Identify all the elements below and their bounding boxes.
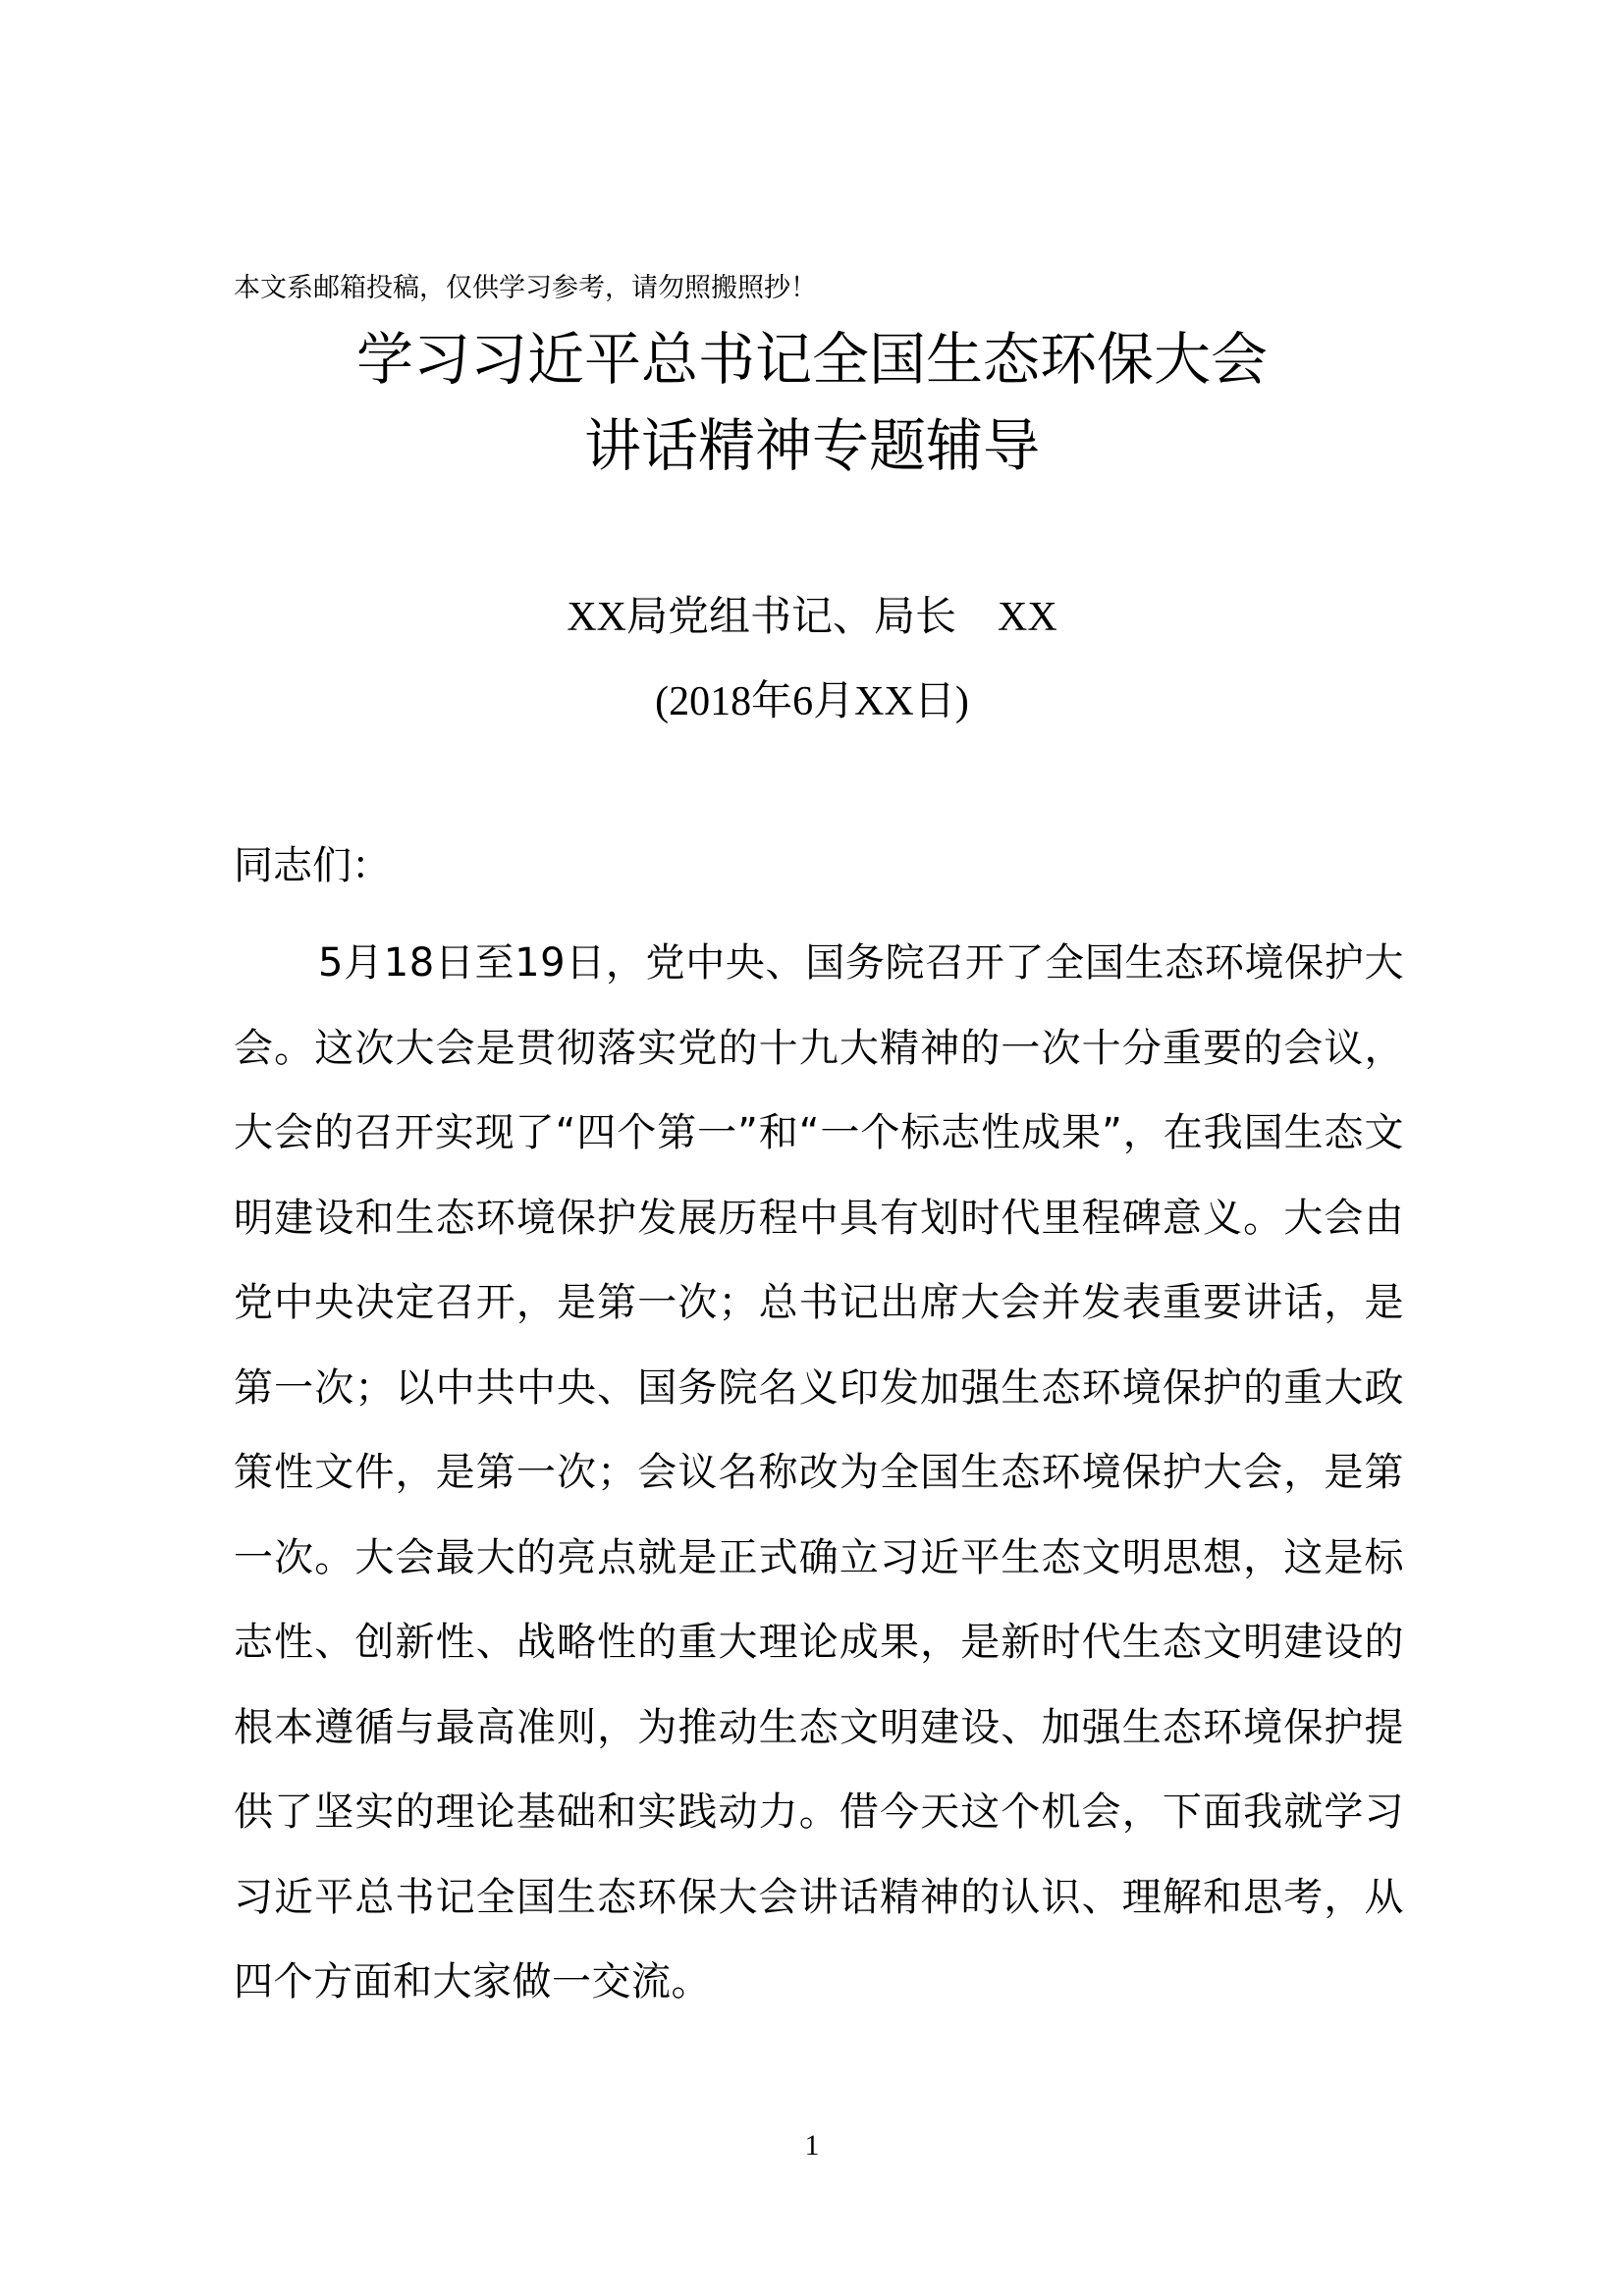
date-line: (2018年6月XX日) bbox=[655, 679, 969, 724]
document-title-line-1: 学习习近平总书记全国生态环保大会 bbox=[355, 326, 1268, 393]
disclaimer-notice: 本文系邮箱投稿，仅供学习参考，请勿照搬照抄！ bbox=[234, 273, 817, 303]
salutation: 同志们： bbox=[234, 843, 391, 888]
document-title-line-2: 讲话精神专题辅导 bbox=[583, 412, 1040, 479]
author-line: XX局党组书记、局长 XX bbox=[567, 595, 1057, 640]
body-paragraph: 5月18日至19日，党中央、国务院召开了全国生态环境保护大会。这次大会是贯彻落实党的十九大精神的一次十分重要的会议，大会的召开实现了“四个第一”和“一个标志性成果”，在我国生态文明建设和生态环境保护发展历程中具有划时代里程碑意义。大会由党中央决定召开，是第一次；总书记出席大会并发表重要讲话，是第一次；以中共中央、国务院名义印发加强生态环境保护的重大政策性文件，是第一次；会议名称改为全国生态环境保护大会，是第一次。大会最大的亮点就是正式确立习近平生态文明思想，这是标志性、创新性、战略性的重大理论成果，是新时代生态文明建设的根本遵循与最高准则，为推动生态文明建设、加强生态环境保护提供了坚实的理论基础和实践动力。借今天这个机会，下面我就学习习近平总书记全国生态环保大会讲话精神的认识、理解和思考，从四个方面和大家做一交流。 bbox=[234, 940, 1404, 2004]
page-number: 1 bbox=[804, 2129, 820, 2162]
